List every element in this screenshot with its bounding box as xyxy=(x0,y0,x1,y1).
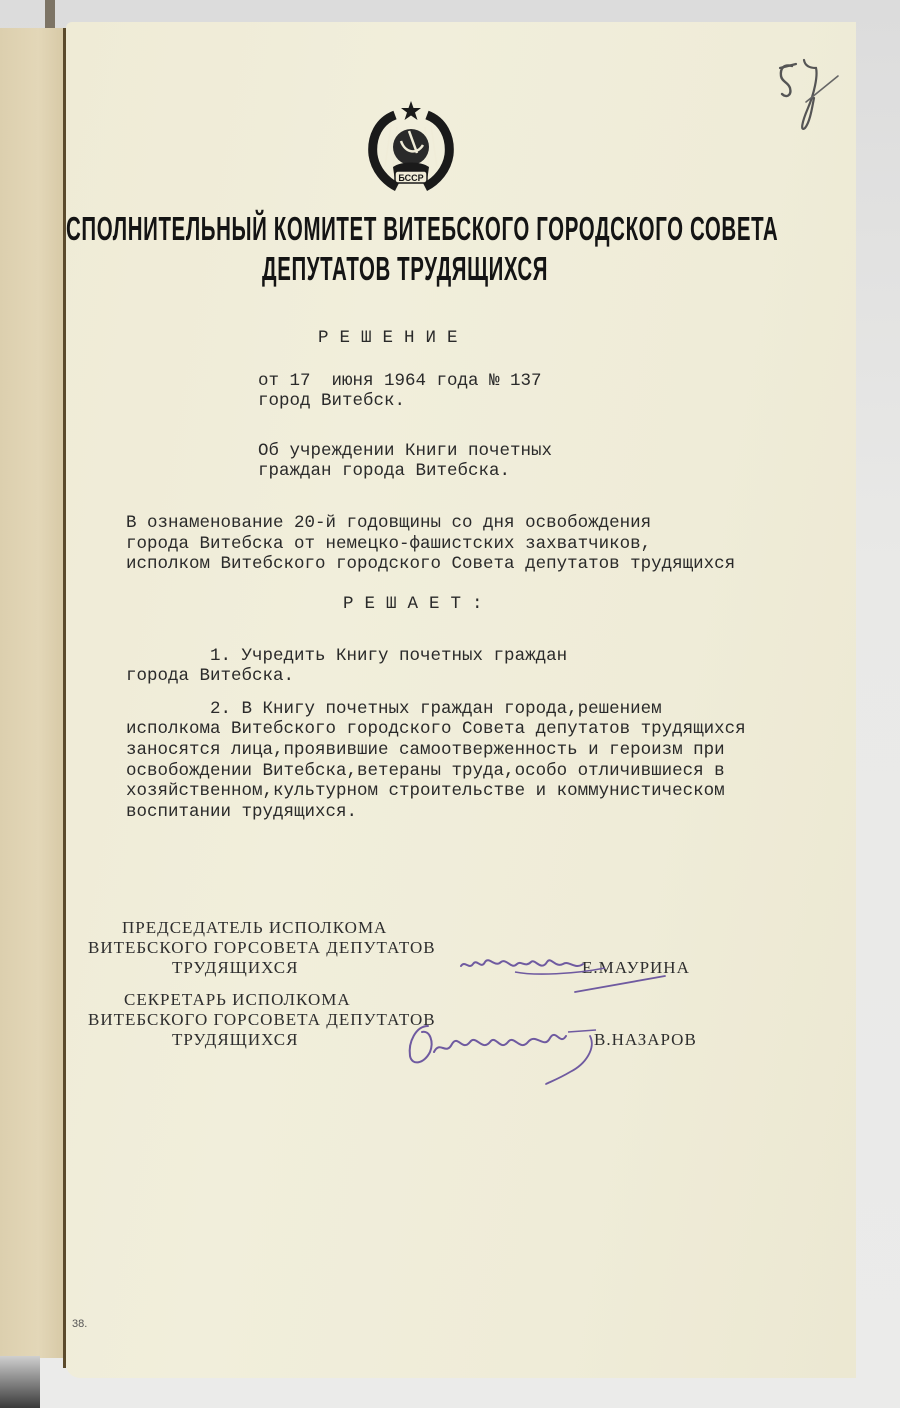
secretary-signature xyxy=(400,1012,620,1092)
item-1-line: города Витебска. xyxy=(126,666,295,686)
svg-text:БССР: БССР xyxy=(398,173,424,183)
date-line: от 17 июня 1964 года № 137 xyxy=(258,371,542,391)
chairman-title-line: ТРУДЯЩИХСЯ xyxy=(172,958,299,977)
resolves-heading: РЕШАЕТ: xyxy=(343,594,494,614)
bssr-emblem-icon xyxy=(365,97,457,193)
chairman-title-line: ПРЕДСЕДАТЕЛЬ ИСПОЛКОМА xyxy=(122,918,388,937)
folio-number-handwritten xyxy=(772,46,842,136)
letterhead-line-1: СПОЛНИТЕЛЬНЫЙ КОМИТЕТ ВИТЕБСКОГО ГОРОДСКОГО СОВЕТА xyxy=(66,210,779,247)
archive-mark: 38. xyxy=(72,1318,88,1330)
secretary-title-line: ВИТЕБСКОГО ГОРСОВЕТА ДЕПУТАТОВ xyxy=(88,1010,436,1029)
preamble-line: исполком Витебского городского Совета депутатов трудящихся xyxy=(126,554,736,574)
secretary-title-line: ТРУДЯЩИХСЯ xyxy=(172,1030,299,1049)
preamble-line: города Витебска от немецко-фашистских захватчиков, xyxy=(126,534,652,554)
binding-spine xyxy=(45,0,55,30)
item-1-line: 1. Учредить Книгу почетных граждан xyxy=(126,646,568,666)
document-title: РЕШЕНИЕ xyxy=(318,328,469,348)
letterhead-line-2: ДЕПУТАТОВ ТРУДЯЩИХСЯ xyxy=(262,250,549,287)
item-2-line: заносятся лица,проявившие самоотверженность и героизм при xyxy=(126,740,725,760)
item-2-line: воспитании трудящихся. xyxy=(126,802,358,822)
secretary-title-line: СЕКРЕТАРЬ ИСПОЛКОМА xyxy=(124,990,351,1009)
subject-line-2: граждан города Витебска. xyxy=(258,461,511,481)
left-facing-page xyxy=(0,28,64,1358)
chairman-name: Е.МАУРИНА xyxy=(582,958,690,977)
secretary-name: В.НАЗАРОВ xyxy=(594,1030,697,1049)
preamble-line: В ознаменование 20-й годовщины со дня освобождения xyxy=(126,513,652,533)
chairman-signature xyxy=(455,948,685,998)
item-2-line: хозяйственном,культурном строительстве и коммунистическом xyxy=(126,781,725,801)
subject-line-1: Об учреждении Книги почетных xyxy=(258,441,553,461)
item-2-line: освобождении Витебска,ветераны труда,особо отличившиеся в xyxy=(126,761,725,781)
place-line: город Витебск. xyxy=(258,391,406,411)
item-2-line: исполкома Витебского городского Совета депутатов трудящихся xyxy=(126,719,746,739)
item-2-line: 2. В Книгу почетных граждан города,решением xyxy=(126,699,662,719)
binding-shadow xyxy=(0,1356,40,1408)
chairman-title-line: ВИТЕБСКОГО ГОРСОВЕТА ДЕПУТАТОВ xyxy=(88,938,436,957)
